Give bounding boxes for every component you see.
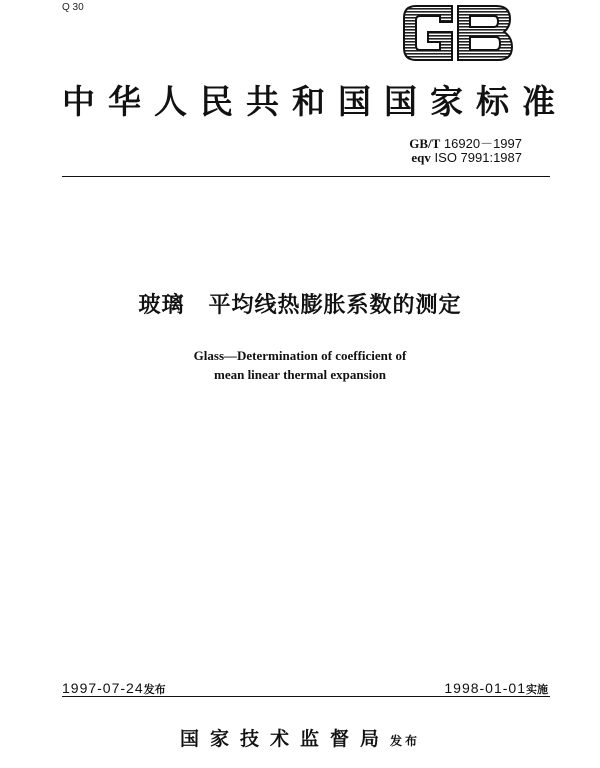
- issuing-authority-suffix: 发布: [390, 734, 421, 748]
- document-title-cn-part2: 平均线热膨胀系数的测定: [208, 293, 462, 318]
- standard-code: GB/T: [409, 136, 441, 151]
- gb-logo: [400, 2, 516, 64]
- standard-number: [409, 137, 522, 151]
- document-title-en-line1: Glass—Determination of coefficient of: [193, 348, 407, 363]
- implementation-date-value: 1998-01-01: [444, 680, 526, 696]
- document-title-en-line2: mean linear thermal expansion: [213, 367, 386, 382]
- standard-number-value: 16920－1997: [443, 136, 522, 151]
- document-title-en: [0, 346, 600, 384]
- issuing-authority-name: 国家技术监督局: [179, 728, 390, 750]
- equivalent-prefix: eqv: [411, 150, 431, 165]
- classification-code: [62, 2, 84, 14]
- top-divider: [62, 176, 550, 177]
- equivalent-reference: ISO 7991:1987: [434, 150, 522, 165]
- national-standard-title: 中华人民共和国国家标准: [62, 82, 568, 121]
- issue-date-value: 1997-07-24: [62, 680, 144, 696]
- document-title-cn-part1: 玻璃: [138, 293, 185, 318]
- equivalent-standard: [409, 151, 522, 165]
- issuing-authority: [0, 724, 600, 751]
- issue-date: [62, 680, 166, 697]
- classification-code-line2: Q 30: [62, 2, 84, 13]
- standard-number-block: [409, 137, 522, 165]
- bottom-divider: [62, 696, 550, 697]
- document-title-cn: [0, 288, 600, 319]
- implementation-date-label: 实施: [526, 683, 548, 696]
- implementation-date: [444, 680, 548, 697]
- issue-date-label: 发布: [143, 683, 166, 696]
